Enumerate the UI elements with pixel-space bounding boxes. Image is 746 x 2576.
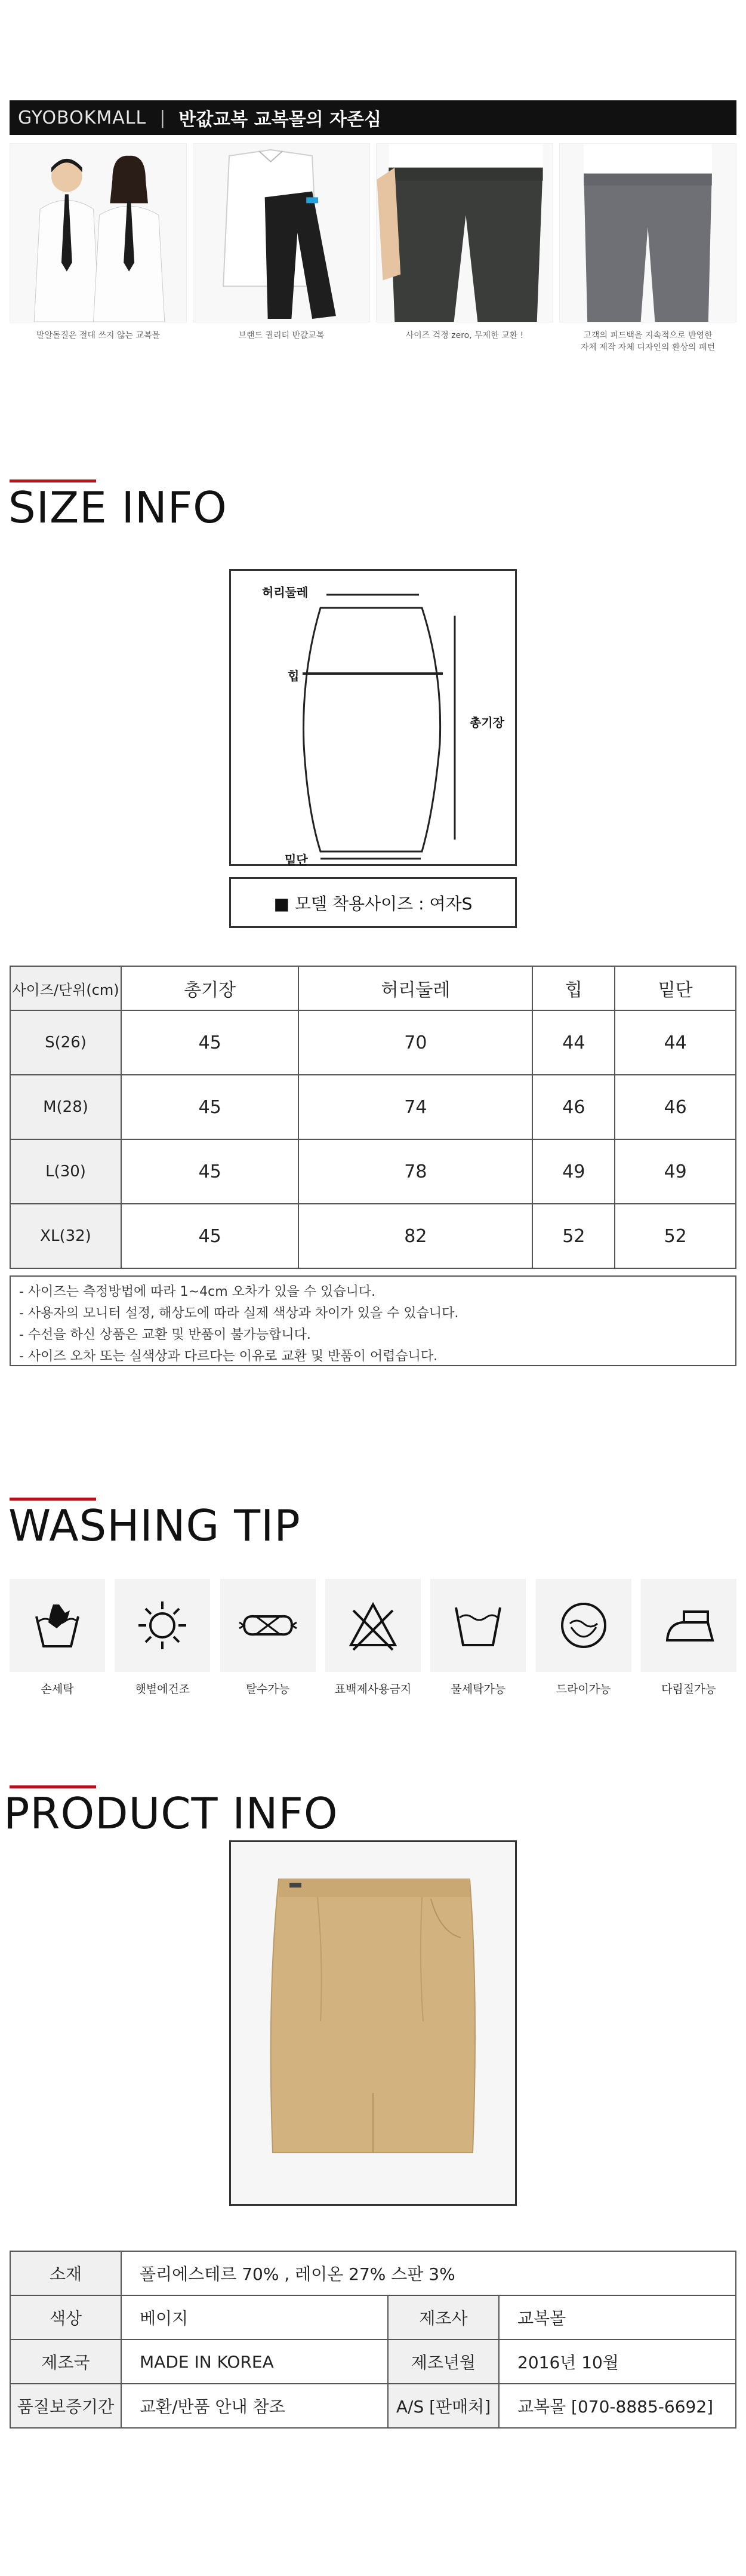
caption-3: 사이즈 걱정 zero, 무제한 교환 ! [405, 331, 524, 340]
table-row [10, 1139, 736, 1204]
size-header-waist: 허리둘레 [298, 966, 532, 1010]
dry-clean-icon [557, 1599, 611, 1652]
washing-icons [10, 1579, 736, 1704]
model-size-text: ■ 모델 착용사이즈 : 여자S [273, 893, 473, 914]
wash-label: 드라이가능 [556, 1683, 611, 1696]
product-image [229, 1840, 517, 2206]
size-header-length: 총기장 [121, 966, 298, 1010]
shirt-pants-illustration [193, 144, 369, 322]
size-cell: 46 [532, 1075, 615, 1139]
size-cell: 44 [615, 1010, 736, 1075]
size-cell: M(28) [10, 1075, 121, 1139]
diagram-label-length: 총기장 [470, 715, 504, 730]
product-info-table [10, 2251, 736, 2429]
skirt-size-diagram [229, 569, 517, 866]
wash-label: 다림질가능 [661, 1683, 716, 1696]
size-cell: 45 [121, 1204, 298, 1268]
info-value-maker: 교복몰 [499, 2295, 736, 2340]
wash-item-no-bleach [325, 1579, 421, 1704]
table-row [10, 2295, 736, 2340]
info-label-as: A/S [판매처] [388, 2384, 499, 2428]
sun-dry-icon [135, 1599, 189, 1652]
wash-item-iron [641, 1579, 736, 1704]
header-separator: | [159, 107, 166, 128]
size-cell: 45 [121, 1075, 298, 1139]
size-cell: 52 [615, 1204, 736, 1268]
wash-item-hand-wash [10, 1579, 105, 1704]
photo-pants-front [376, 143, 553, 322]
table-row [10, 2384, 736, 2428]
wash-item-wring [220, 1579, 316, 1704]
size-cell: 45 [121, 1010, 298, 1075]
photo-shirt-pants [193, 143, 370, 322]
size-cell: S(26) [10, 1010, 121, 1075]
diagram-label-waist: 허리둘레 [262, 585, 309, 600]
wash-item-dry-clean [536, 1579, 631, 1704]
table-row [10, 2340, 736, 2384]
photo-students [10, 143, 187, 322]
info-label-color: 색상 [10, 2295, 121, 2340]
size-cell: 70 [298, 1010, 532, 1075]
info-value-as: 교복몰 [070-8885-6692] [499, 2384, 736, 2428]
size-notes [10, 1275, 736, 1366]
info-value-warranty: 교환/반품 안내 참조 [121, 2384, 388, 2428]
size-cell: 44 [532, 1010, 615, 1075]
photo-pants-pattern [559, 143, 736, 322]
diagram-label-hem: 밑단 [285, 853, 308, 867]
photo-captions [10, 330, 736, 365]
header-banner [10, 100, 736, 135]
wash-label: 탈수가능 [245, 1683, 290, 1696]
size-cell: L(30) [10, 1139, 121, 1204]
wash-label: 물세탁가능 [451, 1683, 506, 1696]
size-header-hem: 밑단 [615, 966, 736, 1010]
iron-icon [659, 1599, 719, 1652]
no-bleach-icon [346, 1599, 400, 1652]
info-label-date: 제조년월 [388, 2340, 499, 2384]
note-line: - 수선을 하신 상품은 교환 및 반품이 불가능합니다. [19, 1327, 311, 1342]
size-header-hip: 힙 [532, 966, 615, 1010]
size-cell: XL(32) [10, 1204, 121, 1268]
wash-item-machine-wash [430, 1579, 526, 1704]
table-row [10, 1010, 736, 1075]
size-table [10, 966, 736, 1269]
caption-4: 고객의 피드백을 지속적으로 반영한 자체 제작 자체 디자인의 환상의 패턴 [580, 331, 716, 352]
wash-label: 표백제사용금지 [334, 1683, 412, 1696]
wash-item-sun-dry [115, 1579, 210, 1704]
size-cell: 82 [298, 1204, 532, 1268]
info-label-warranty: 품질보증기간 [10, 2384, 121, 2428]
header-slogan: 반값교복 교복몰의 자존심 [178, 109, 382, 130]
info-label-country: 제조국 [10, 2340, 121, 2384]
wring-icon [238, 1599, 298, 1652]
size-header-unit: 사이즈/단위(cm) [10, 966, 121, 1010]
info-value-country: MADE IN KOREA [121, 2340, 388, 2384]
size-cell: 49 [532, 1139, 615, 1204]
diagram-label-hip: 힙 [288, 669, 300, 683]
machine-wash-icon [451, 1599, 505, 1652]
size-cell: 46 [615, 1075, 736, 1139]
wash-label: 손세탁 [41, 1683, 74, 1696]
students-illustration [10, 144, 186, 322]
size-cell: 45 [121, 1139, 298, 1204]
size-cell: 78 [298, 1139, 532, 1204]
size-cell: 74 [298, 1075, 532, 1139]
caption-1: 발알돌질은 절대 쓰지 않는 교복몰 [36, 331, 161, 340]
size-cell: 49 [615, 1139, 736, 1204]
beige-skirt-illustration [231, 1842, 515, 2204]
table-row [10, 2251, 736, 2295]
info-value-material: 폴리에스테르 70% , 레이온 27% 스판 3% [121, 2251, 736, 2295]
model-size-box [229, 877, 517, 928]
note-line: - 사이즈 오차 또는 실색상과 다르다는 이유로 교환 및 반품이 어렵습니다. [19, 1349, 438, 1364]
wash-label: 햇볕에건조 [135, 1683, 190, 1696]
washing-section-title: WASHING TIP [8, 1501, 301, 1551]
product-section-title: PRODUCT INFO [4, 1788, 338, 1839]
size-table-header [10, 966, 736, 1010]
table-row [10, 1075, 736, 1139]
info-label-maker: 제조사 [388, 2295, 499, 2340]
info-value-color: 베이지 [121, 2295, 388, 2340]
pants-front-illustration [377, 144, 553, 322]
info-label-material: 소재 [10, 2251, 121, 2295]
brand-name: GYOBOKMALL [18, 107, 147, 128]
info-value-date: 2016년 10월 [499, 2340, 736, 2384]
pants-pattern-illustration [560, 144, 736, 322]
hand-wash-icon [30, 1599, 84, 1652]
caption-2: 브랜드 퀄리티 반값교복 [238, 331, 325, 340]
note-line: - 사용자의 모니터 설정, 해상도에 따라 실제 색상과 차이가 있을 수 있습니다. [19, 1306, 459, 1321]
size-section-title: SIZE INFO [8, 482, 227, 533]
note-line: - 사이즈는 측정방법에 따라 1~4cm 오차가 있을 수 있습니다. [19, 1284, 376, 1299]
size-cell: 52 [532, 1204, 615, 1268]
photo-strip [10, 143, 736, 322]
table-row [10, 1204, 736, 1268]
